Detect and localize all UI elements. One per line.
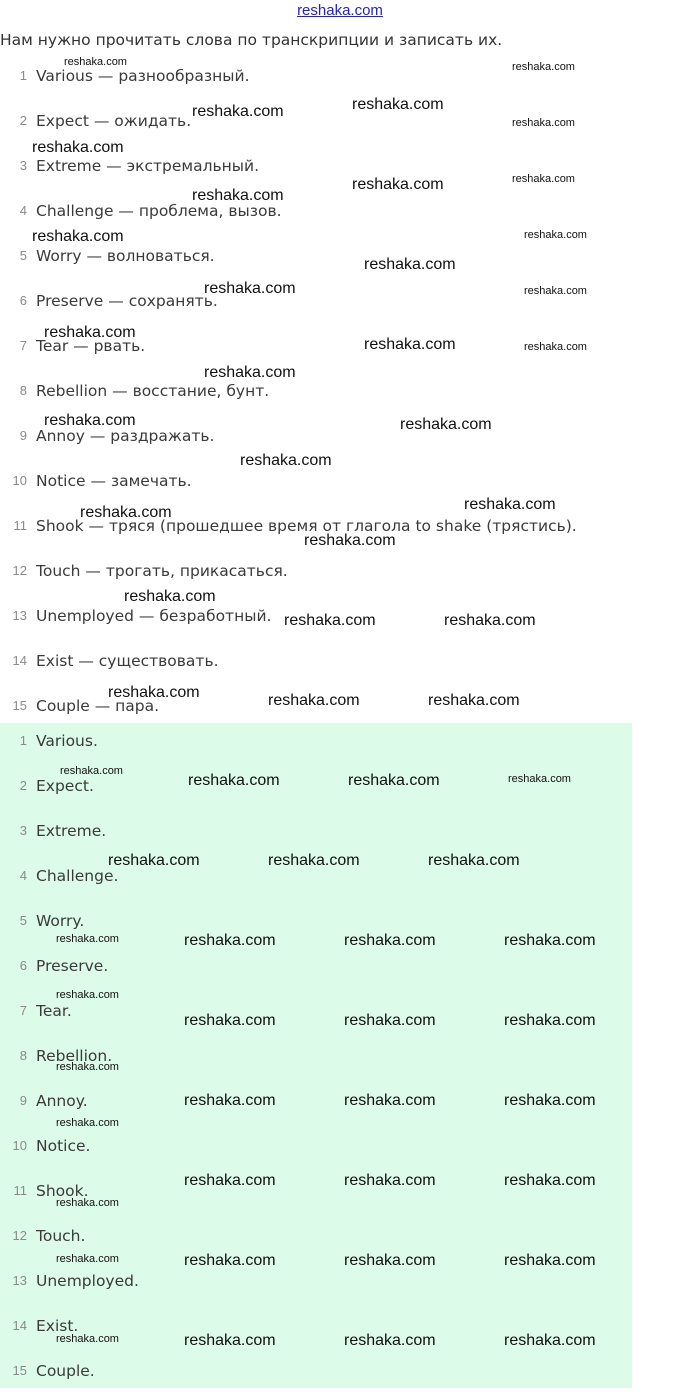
item-text: Tear — рвать. (36, 336, 146, 355)
watermark-text: reshaka.com (192, 103, 284, 120)
item-text: Expect — ожидать. (36, 111, 192, 130)
watermark-text: reshaka.com (512, 61, 575, 73)
watermark-text: reshaka.com (56, 989, 119, 1001)
watermark-text: reshaka.com (184, 1332, 276, 1349)
item-number: 12 (12, 1228, 27, 1243)
item-number: 10 (12, 1138, 27, 1153)
translation-row (0, 188, 680, 233)
watermark-text: reshaka.com (504, 1172, 596, 1189)
watermark-text: reshaka.com (364, 256, 456, 273)
item-number: 11 (13, 518, 27, 533)
watermark-text: reshaka.com (124, 588, 216, 605)
item-text: Touch. (36, 1226, 86, 1245)
item-text: Exist — существовать. (36, 651, 219, 670)
translation-row (0, 98, 680, 143)
watermark-text: reshaka.com (428, 852, 520, 869)
watermark-text: reshaka.com (344, 1332, 436, 1349)
item-number: 11 (13, 1183, 27, 1198)
item-text: Shook — тряся (прошедшее время от глагола to shake (трястись). (36, 516, 577, 535)
watermark-text: reshaka.com (504, 1012, 596, 1029)
item-number: 8 (19, 383, 27, 398)
watermark-text: reshaka.com (56, 933, 119, 945)
watermark-text: reshaka.com (344, 1092, 436, 1109)
watermark-text: reshaka.com (204, 280, 296, 297)
item-text: Annoy. (36, 1091, 88, 1110)
watermark-text: reshaka.com (512, 173, 575, 185)
watermark-text: reshaka.com (184, 1012, 276, 1029)
item-number: 12 (12, 563, 27, 578)
watermark-text: reshaka.com (504, 1252, 596, 1269)
translation-row (0, 548, 680, 593)
watermark-text: reshaka.com (56, 1253, 119, 1265)
item-number: 14 (12, 1318, 27, 1333)
watermark-text: reshaka.com (80, 504, 172, 521)
item-text: Notice. (36, 1136, 91, 1155)
item-text: Rebellion. (36, 1046, 113, 1065)
watermark-text: reshaka.com (508, 773, 571, 785)
item-text: Annoy — раздражать. (36, 426, 215, 445)
item-number: 4 (19, 868, 27, 883)
answer-row (0, 718, 680, 763)
item-number: 8 (19, 1048, 27, 1063)
item-text: Unemployed. (36, 1271, 139, 1290)
item-number: 14 (12, 653, 27, 668)
item-number: 15 (12, 1363, 27, 1378)
watermark-text: reshaka.com (304, 532, 396, 549)
watermark-text: reshaka.com (524, 285, 587, 297)
item-text: Various. (36, 731, 98, 750)
watermark-text: reshaka.com (184, 1252, 276, 1269)
watermark-text: reshaka.com (512, 117, 575, 129)
item-number: 5 (19, 248, 27, 263)
item-text: Preserve. (36, 956, 109, 975)
watermark-text: reshaka.com (400, 416, 492, 433)
watermark-text: reshaka.com (56, 1061, 119, 1073)
item-number: 3 (19, 158, 27, 173)
watermark-text: reshaka.com (32, 228, 124, 245)
item-text: Unemployed — безработный. (36, 606, 272, 625)
translation-row (0, 458, 680, 503)
watermark-text: reshaka.com (464, 496, 556, 513)
item-number: 4 (19, 203, 27, 218)
watermark-text: reshaka.com (284, 612, 376, 629)
watermark-text: reshaka.com (192, 187, 284, 204)
watermark-text: reshaka.com (444, 612, 536, 629)
watermark-text: reshaka.com (56, 1333, 119, 1345)
watermark-text: reshaka.com (64, 56, 127, 68)
watermark-text: reshaka.com (348, 772, 440, 789)
watermark-text: reshaka.com (352, 96, 444, 113)
item-text: Touch — трогать, прикасаться. (36, 561, 288, 580)
watermark-text: reshaka.com (504, 1332, 596, 1349)
item-text: Shook. (36, 1181, 89, 1200)
watermark-text: reshaka.com (344, 1012, 436, 1029)
item-number: 6 (19, 958, 27, 973)
watermark-text: reshaka.com (524, 229, 587, 241)
watermark-text: reshaka.com (204, 364, 296, 381)
watermark-text: reshaka.com (268, 692, 360, 709)
site-link[interactable]: reshaka.com (297, 2, 383, 19)
item-number: 10 (12, 473, 27, 488)
item-number: 6 (19, 293, 27, 308)
watermark-text: reshaka.com (344, 932, 436, 949)
item-text: Expect. (36, 776, 94, 795)
item-number: 2 (19, 778, 27, 793)
intro-text: Нам нужно прочитать слова по транскрипции и записать их. (0, 31, 503, 49)
watermark-text: reshaka.com (524, 341, 587, 353)
watermark-text: reshaka.com (504, 1092, 596, 1109)
item-text: Extreme — экстремальный. (36, 156, 260, 175)
item-number: 1 (19, 68, 27, 83)
watermark-text: reshaka.com (240, 452, 332, 469)
item-text: Challenge. (36, 866, 119, 885)
item-number: 1 (19, 733, 27, 748)
answer-row (0, 1348, 680, 1393)
translation-row (0, 368, 680, 413)
answer-row (0, 808, 680, 853)
item-number: 7 (19, 1003, 27, 1018)
watermark-text: reshaka.com (44, 412, 136, 429)
item-text: Challenge — проблема, вызов. (36, 201, 282, 220)
watermark-text: reshaka.com (44, 324, 136, 341)
watermark-text: reshaka.com (344, 1252, 436, 1269)
item-number: 3 (19, 823, 27, 838)
watermark-text: reshaka.com (56, 1197, 119, 1209)
item-text: Preserve — сохранять. (36, 291, 218, 310)
watermark-text: reshaka.com (32, 139, 124, 156)
item-number: 15 (12, 698, 27, 713)
item-text: Worry — волноваться. (36, 246, 215, 265)
item-number: 5 (19, 913, 27, 928)
watermark-text: reshaka.com (188, 772, 280, 789)
item-text: Couple — пара. (36, 696, 160, 715)
item-text: Various — разнообразный. (36, 66, 250, 85)
item-text: Tear. (36, 1001, 72, 1020)
item-number: 13 (12, 608, 27, 623)
item-text: Notice — замечать. (36, 471, 192, 490)
watermark-text: reshaka.com (108, 852, 200, 869)
watermark-text: reshaka.com (60, 765, 123, 777)
watermark-text: reshaka.com (184, 1092, 276, 1109)
item-number: 13 (12, 1273, 27, 1288)
item-number: 9 (19, 428, 27, 443)
item-text: Extreme. (36, 821, 107, 840)
watermark-text: reshaka.com (504, 932, 596, 949)
watermark-text: reshaka.com (268, 852, 360, 869)
item-text: Rebellion — восстание, бунт. (36, 381, 270, 400)
watermark-text: reshaka.com (184, 932, 276, 949)
watermark-text: reshaka.com (108, 684, 200, 701)
watermark-text: reshaka.com (56, 1117, 119, 1129)
watermark-text: reshaka.com (428, 692, 520, 709)
item-text: Exist. (36, 1316, 79, 1335)
watermark-text: reshaka.com (352, 176, 444, 193)
item-number: 2 (19, 113, 27, 128)
item-number: 7 (19, 338, 27, 353)
item-number: 9 (19, 1093, 27, 1108)
answer-row (0, 1123, 680, 1168)
watermark-text: reshaka.com (364, 336, 456, 353)
translation-row (0, 638, 680, 683)
watermark-text: reshaka.com (344, 1172, 436, 1189)
watermark-text: reshaka.com (184, 1172, 276, 1189)
item-text: Worry. (36, 911, 85, 930)
item-text: Couple. (36, 1361, 95, 1380)
